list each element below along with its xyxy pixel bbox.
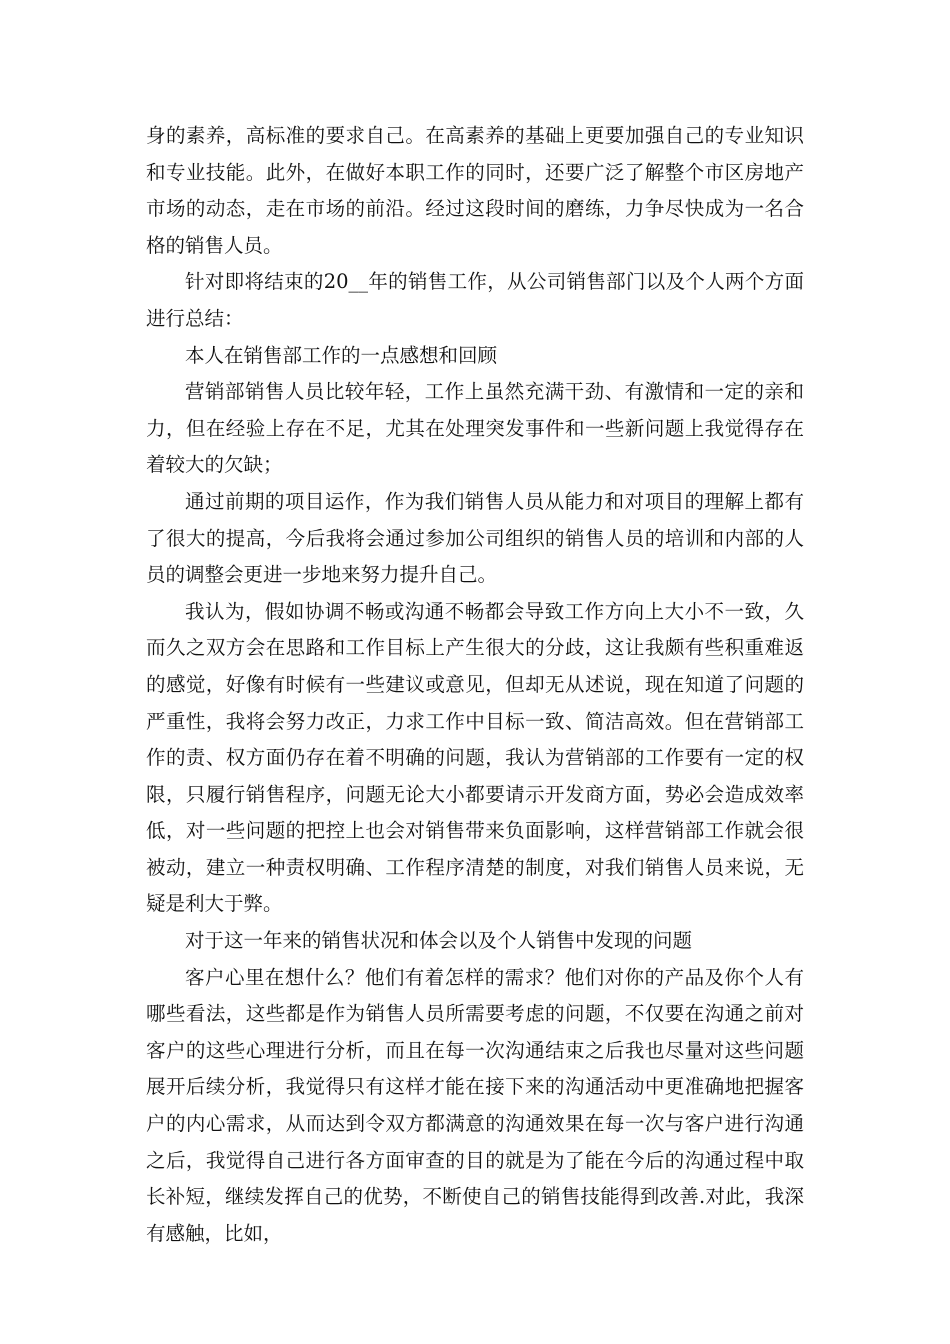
paragraph-project-improvement: 通过前期的项目运作，作为我们销售人员从能力和对项目的理解上都有了很大的提高，今后我将会通过参加公司组织的销售人员的培训和内部的人员的调整会更进一步地来努力提升自己。 <box>146 489 804 587</box>
paragraph-sales-summary-intro: 针对即将结束的20__年的销售工作，从公司销售部门以及个人两个方面进行总结： <box>146 270 804 330</box>
paragraph-customer-needs: 客户心里在想什么？他们有着怎样的需求？他们对你的产品及你个人有哪些看法，这些都是作为销售人员所需要考虑的问题，不仅要在沟通之前对客户的这些心理进行分析，而且在每一次沟通结束之后我也尽量对这些问题展开后续分析，我觉得只有这样才能在接下来的沟通活动中更准确地把握客户的内心需求，从而达到令双方都满意的沟通效果在每一次与客户进行沟通之后，我觉得自己进行各方面审查的目的就是为了能在今后的沟通过程中取长补短，继续发挥自己的优势，不断使自己的销售技能得到改善.对此，我深有感触，比如， <box>146 965 804 1245</box>
document-body <box>146 118 804 1252</box>
paragraph-communication-issues: 我认为，假如协调不畅或沟通不畅都会导致工作方向上大小不一致，久而久之双方会在思路和工作目标上产生很大的分歧，这让我颇有些积重难返的感觉，好像有时候有一些建议或意见，但却无从述说，现在知道了问题的严重性，我将会努力改正，力求工作中目标一致、简洁高效。但在营销部工作的责、权方面仍存在着不明确的问题，我认为营销部的工作要有一定的权限，只履行销售程序，问题无论大小都要请示开发商方面，势必会造成效率低，对一些问题的把控上也会对销售带来负面影响，这样营销部工作就会很被动，建立一种责权明确、工作程序清楚的制度，对我们销售人员来说，无疑是利大于弊。 <box>146 599 804 916</box>
section-heading-reflection: 本人在销售部工作的一点感想和回顾 <box>185 343 498 367</box>
paragraph-continuation: 身的素养，高标准的要求自己。在高素养的基础上更要加强自己的专业知识和专业技能。此外，在做好本职工作的同时，还要广泛了解整个市区房地产市场的动态，走在市场的前沿。经过这段时间的磨练，力争尽快成为一名合格的销售人员。 <box>146 124 804 257</box>
section-heading-sales-status: 对于这一年来的销售状况和体会以及个人销售中发现的问题 <box>185 929 693 953</box>
paragraph-team-experience: 营销部销售人员比较年轻，工作上虽然充满干劲、有激情和一定的亲和力，但在经验上存在不足，尤其在处理突发事件和一些新问题上我觉得存在着较大的欠缺； <box>146 380 804 477</box>
